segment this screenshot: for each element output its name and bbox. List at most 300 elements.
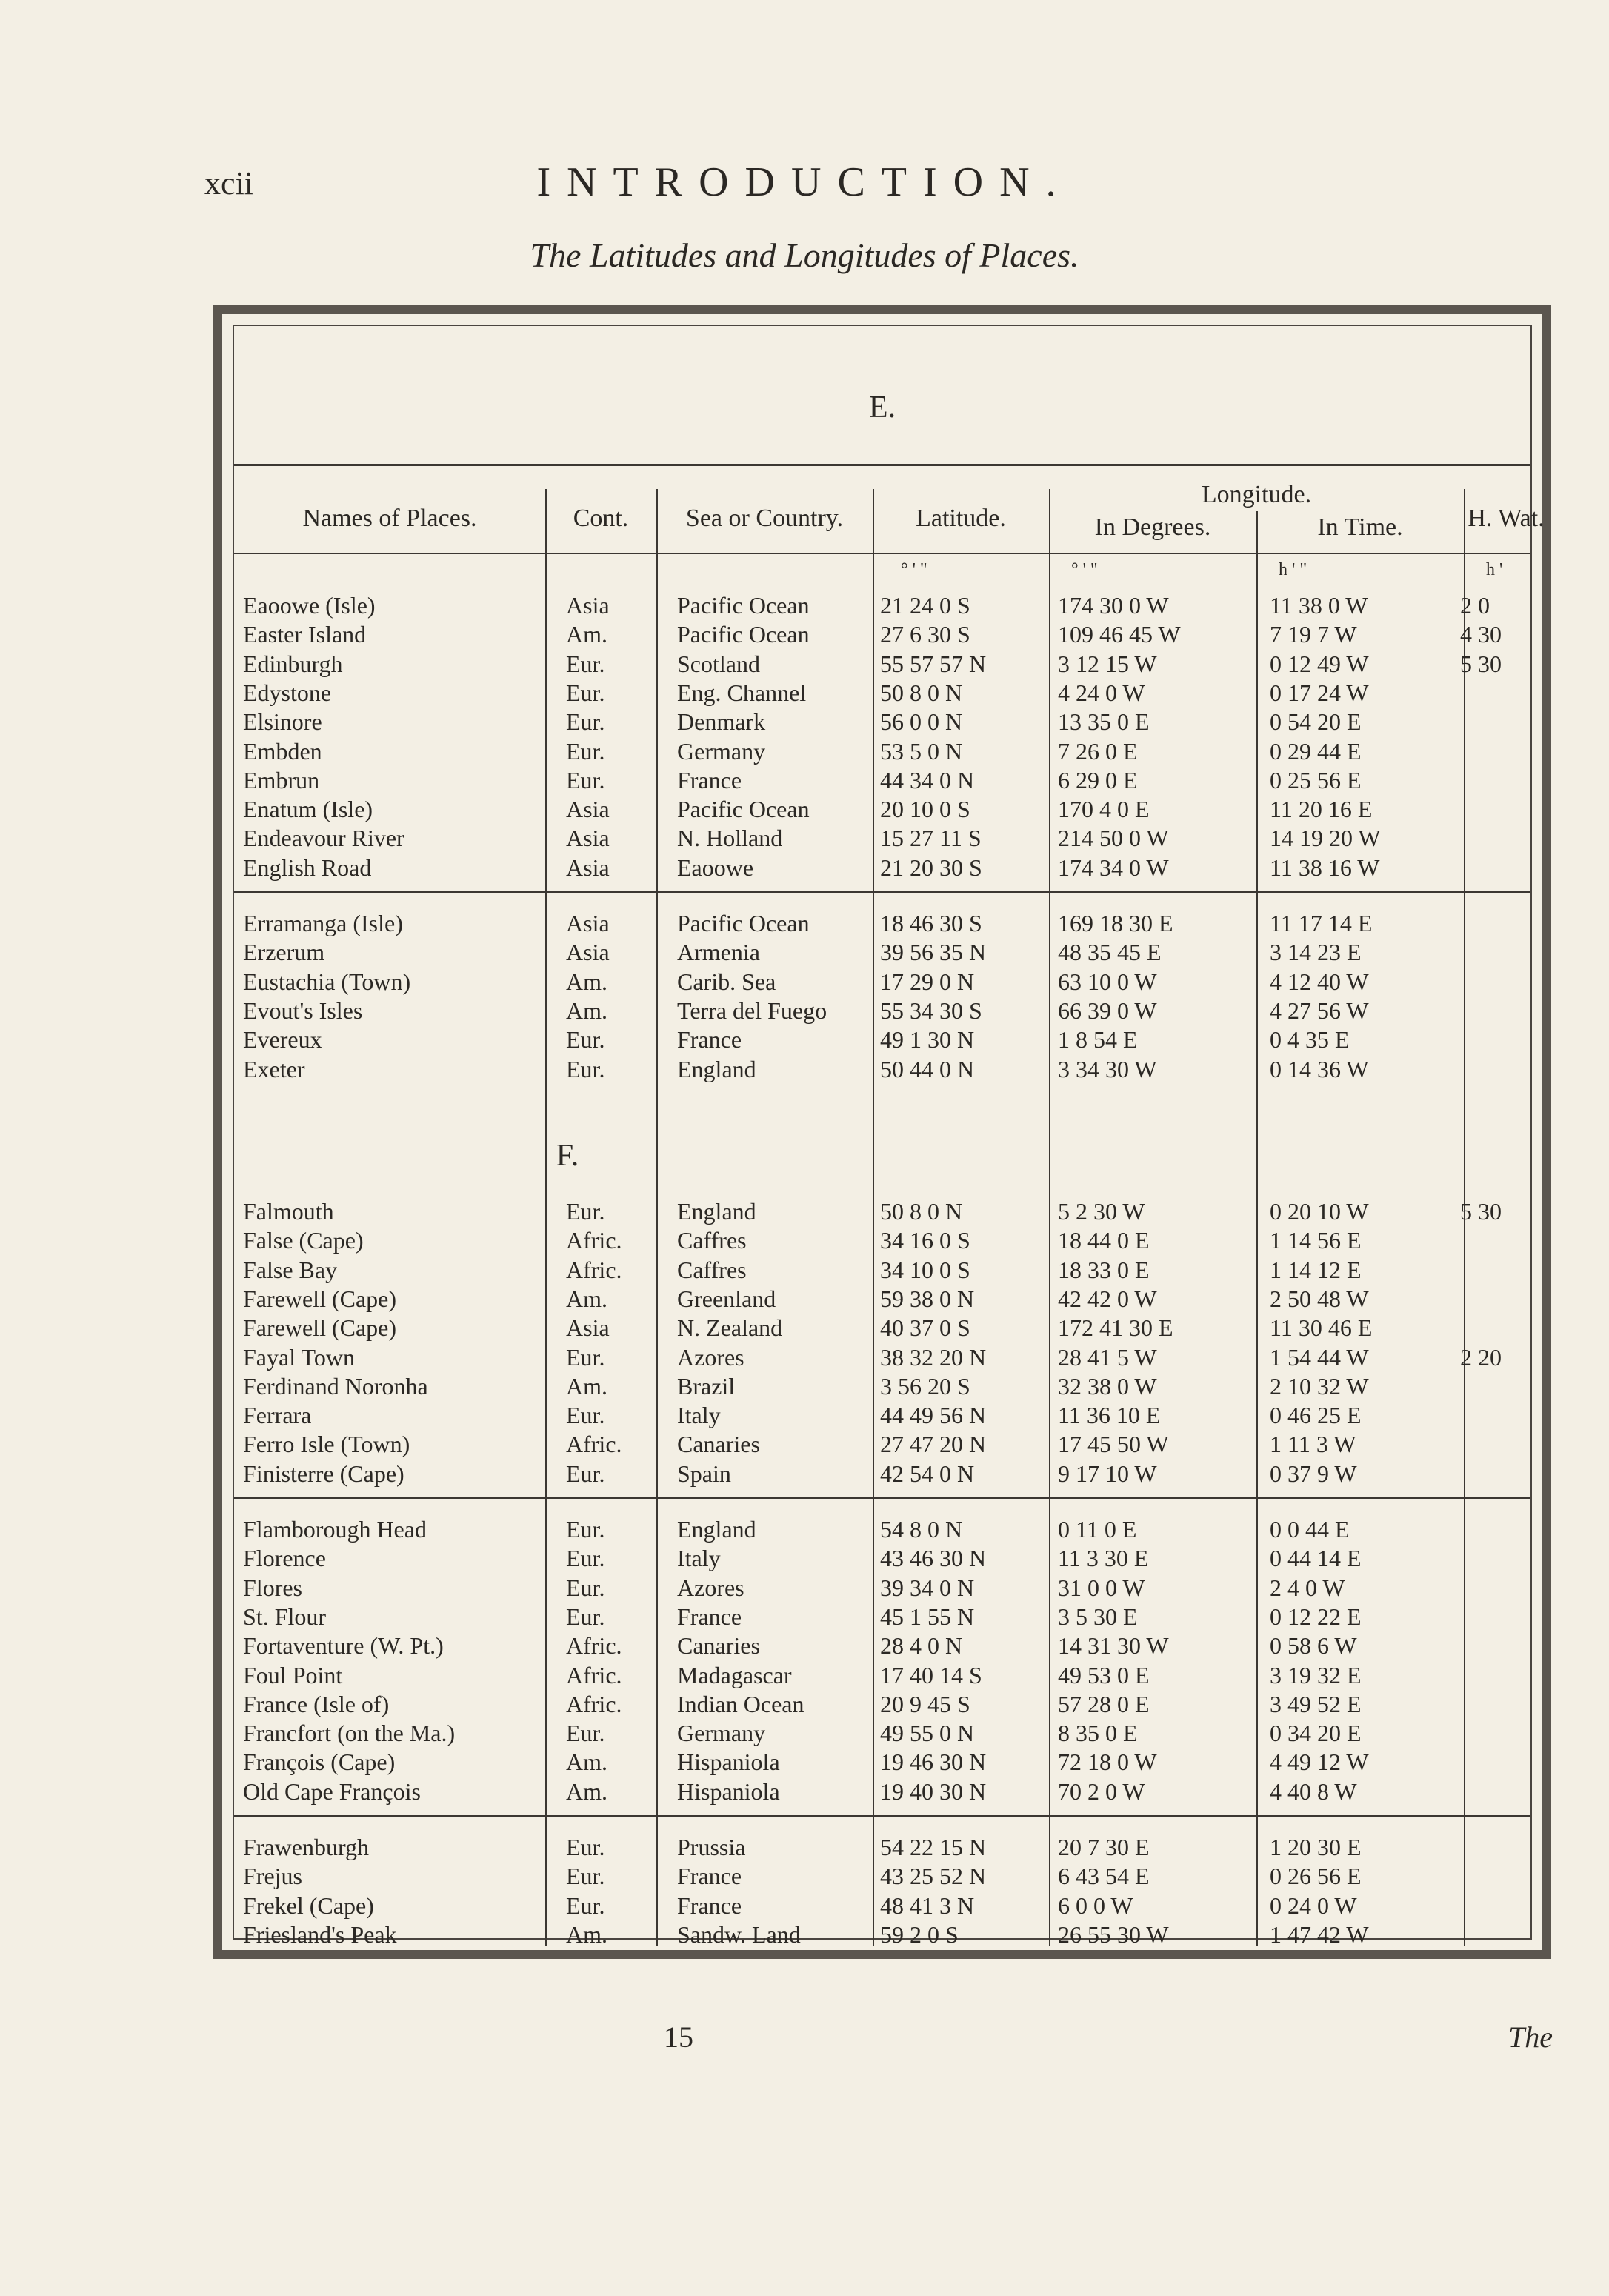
place-name: Fayal Town: [243, 1343, 355, 1371]
place-name: Frekel (Cape): [243, 1891, 374, 1919]
table-row: [234, 1777, 1530, 1806]
table-row: [234, 1256, 1530, 1285]
latitude: 54 8 0 N: [880, 1516, 963, 1543]
continent: Eur.: [566, 766, 605, 793]
place-name: Foul Point: [243, 1661, 343, 1688]
longitude-degrees: 17 45 50 W: [1058, 1431, 1169, 1458]
longitude-time: 0 44 14 E: [1270, 1545, 1362, 1572]
table-row: [234, 795, 1530, 824]
place-name: Embden: [243, 737, 322, 765]
table-row: [234, 1197, 1530, 1226]
longitude-time: 11 38 16 W: [1270, 853, 1380, 881]
longitude-degrees: 0 11 0 E: [1058, 1516, 1137, 1543]
units-time: h ' ": [1279, 560, 1307, 579]
latitude: 27 47 20 N: [880, 1431, 987, 1458]
running-title: INTRODUCTION.: [536, 159, 1073, 205]
place-name: Fortaventure (W. Pt.): [243, 1632, 444, 1660]
continent: Eur.: [566, 679, 605, 706]
table-row: [234, 1748, 1530, 1777]
sea-or-country: France: [677, 1026, 742, 1054]
longitude-degrees: 11 3 30 E: [1058, 1545, 1149, 1572]
table-row: [234, 1574, 1530, 1603]
latitude: 50 8 0 N: [880, 679, 963, 706]
continent: Eur.: [566, 1026, 605, 1054]
table-frame: [213, 305, 1551, 1959]
latitude: 15 27 11 S: [880, 825, 982, 852]
page-number: xcii: [204, 165, 253, 202]
continent: Am.: [566, 1372, 607, 1400]
longitude-time: 0 17 24 W: [1270, 679, 1369, 706]
place-name: Falmouth: [243, 1198, 334, 1225]
longitude-degrees: 57 28 0 E: [1058, 1690, 1150, 1717]
table-row: [234, 708, 1530, 736]
table-row: [234, 1343, 1530, 1372]
continent: Am.: [566, 996, 607, 1024]
latitude: 39 34 0 N: [880, 1574, 975, 1601]
place-name: Embrun: [243, 766, 320, 793]
group-divider: [234, 1497, 1530, 1499]
longitude-time: 0 24 0 W: [1270, 1891, 1357, 1919]
place-name: Eustachia (Town): [243, 968, 411, 995]
continent: Asia: [566, 796, 610, 823]
longitude-degrees: 109 46 45 W: [1058, 621, 1181, 648]
latitude: 38 32 20 N: [880, 1343, 987, 1371]
latitude: 45 1 55 N: [880, 1603, 975, 1630]
longitude-degrees: 72 18 0 W: [1058, 1748, 1157, 1776]
continent: Asia: [566, 910, 610, 936]
table-row: [234, 1430, 1530, 1459]
longitude-time: 0 4 35 E: [1270, 1026, 1350, 1054]
place-name: Endeavour River: [243, 825, 404, 852]
latitude: 49 1 30 N: [880, 1026, 975, 1054]
table-row: [234, 737, 1530, 766]
section-letter-f: F.: [556, 1139, 579, 1173]
continent: Eur.: [566, 1603, 605, 1630]
place-name: Easter Island: [243, 621, 367, 648]
place-name: Finisterre (Cape): [243, 1460, 404, 1487]
longitude-time: 0 54 20 E: [1270, 708, 1362, 736]
table-row: [234, 679, 1530, 708]
longitude-time: 3 49 52 E: [1270, 1690, 1362, 1717]
longitude-time: 1 54 44 W: [1270, 1343, 1369, 1371]
table-row: [234, 909, 1530, 938]
table-row: [234, 620, 1530, 649]
longitude-time: 2 4 0 W: [1270, 1574, 1345, 1601]
header-top-rule: [234, 464, 1530, 466]
latitude: 43 46 30 N: [880, 1545, 987, 1572]
sea-or-country: France: [677, 1891, 742, 1919]
longitude-time: 0 46 25 E: [1270, 1402, 1362, 1429]
latitude: 59 38 0 N: [880, 1285, 975, 1312]
place-name: Evout's Isles: [243, 996, 363, 1024]
sea-or-country: England: [677, 1198, 756, 1225]
place-name: Ferrara: [243, 1402, 312, 1429]
place-name: Eaoowe (Isle): [243, 592, 376, 619]
table-row: [234, 1372, 1530, 1401]
longitude-degrees: 18 33 0 E: [1058, 1256, 1150, 1283]
table-row: [234, 1862, 1530, 1891]
sea-or-country: Spain: [677, 1460, 731, 1487]
table-row: [234, 1544, 1530, 1573]
latitude: 28 4 0 N: [880, 1632, 963, 1660]
continent: Eur.: [566, 1720, 605, 1747]
col-header-longitude: Longitude.: [1201, 481, 1312, 508]
latitude: 17 40 14 S: [880, 1661, 982, 1688]
place-name: Ferro Isle (Town): [243, 1431, 410, 1458]
table-row: [234, 1226, 1530, 1255]
longitude-time: 14 19 20 W: [1270, 825, 1381, 852]
longitude-time: 11 38 0 W: [1270, 592, 1368, 619]
longitude-degrees: 1 8 54 E: [1058, 1026, 1138, 1054]
longitude-time: 0 29 44 E: [1270, 737, 1362, 765]
sea-or-country: Prussia: [677, 1834, 746, 1860]
longitude-degrees: 172 41 30 E: [1058, 1314, 1173, 1342]
longitude-time: 2 50 48 W: [1270, 1285, 1369, 1312]
longitude-degrees: 42 42 0 W: [1058, 1285, 1157, 1312]
longitude-time: 0 0 44 E: [1270, 1516, 1350, 1543]
latitude: 59 2 0 S: [880, 1920, 959, 1948]
table-row: [234, 1460, 1530, 1488]
longitude-degrees: 28 41 5 W: [1058, 1343, 1157, 1371]
longitude-degrees: 5 2 30 W: [1058, 1198, 1145, 1225]
high-water: 2 0: [1460, 592, 1490, 619]
longitude-degrees: 214 50 0 W: [1058, 825, 1169, 852]
longitude-degrees: 70 2 0 W: [1058, 1777, 1145, 1805]
longitude-time: 0 25 56 E: [1270, 766, 1362, 793]
longitude-degrees: 170 4 0 E: [1058, 796, 1150, 823]
sea-or-country: England: [677, 1516, 756, 1543]
longitude-time: 4 27 56 W: [1270, 996, 1369, 1024]
sea-or-country: Madagascar: [677, 1661, 792, 1688]
sea-or-country: Canaries: [677, 1632, 760, 1660]
longitude-degrees: 63 10 0 W: [1058, 968, 1157, 995]
place-name: Old Cape François: [243, 1777, 421, 1805]
continent: Asia: [566, 825, 610, 852]
table-row: [234, 853, 1530, 882]
continent: Eur.: [566, 650, 605, 677]
longitude-degrees: 32 38 0 W: [1058, 1372, 1157, 1400]
table-row: [234, 1920, 1530, 1949]
latitude: 48 41 3 N: [880, 1891, 975, 1919]
sea-or-country: France: [677, 766, 742, 793]
latitude: 40 37 0 S: [880, 1314, 970, 1342]
longitude-degrees: 6 29 0 E: [1058, 766, 1138, 793]
longitude-degrees: 26 55 30 W: [1058, 1920, 1169, 1948]
latitude: 43 25 52 N: [880, 1863, 987, 1890]
place-name: Frawenburgh: [243, 1834, 370, 1860]
longitude-degrees: 18 44 0 E: [1058, 1227, 1150, 1254]
sea-or-country: Azores: [677, 1574, 744, 1601]
group-divider: [234, 1815, 1530, 1817]
section-letter-e: E.: [868, 390, 896, 425]
table-row: [234, 1631, 1530, 1660]
longitude-degrees: 6 0 0 W: [1058, 1891, 1133, 1919]
longitude-time: 0 20 10 W: [1270, 1198, 1369, 1225]
longitude-time: 1 14 12 E: [1270, 1256, 1362, 1283]
coordinates-table: [233, 325, 1545, 1948]
longitude-time: 0 37 9 W: [1270, 1460, 1357, 1487]
longitude-time: 4 49 12 W: [1270, 1748, 1369, 1776]
longitude-time: 1 11 3 W: [1270, 1431, 1356, 1458]
continent: Eur.: [566, 1402, 605, 1429]
table-row: [234, 591, 1530, 620]
longitude-time: 11 17 14 E: [1270, 910, 1373, 936]
table-row: [234, 1719, 1530, 1748]
latitude: 27 6 30 S: [880, 621, 970, 648]
table-row: [234, 1025, 1530, 1054]
latitude: 20 10 0 S: [880, 796, 970, 823]
latitude: 39 56 35 N: [880, 939, 987, 966]
longitude-degrees: 6 43 54 E: [1058, 1863, 1150, 1890]
place-name: Flamborough Head: [243, 1516, 427, 1543]
longitude-time: 4 12 40 W: [1270, 968, 1369, 995]
units-high-water: h ': [1486, 560, 1503, 579]
continent: Asia: [566, 1314, 610, 1342]
continent: Afric.: [566, 1632, 622, 1660]
latitude: 34 16 0 S: [880, 1227, 970, 1254]
table-row: [234, 1661, 1530, 1690]
latitude: 19 40 30 N: [880, 1777, 987, 1805]
longitude-degrees: 7 26 0 E: [1058, 737, 1138, 765]
continent: Eur.: [566, 1545, 605, 1572]
continent: Am.: [566, 1285, 607, 1312]
place-name: Exeter: [243, 1055, 305, 1082]
continent: Asia: [566, 853, 610, 881]
latitude: 3 56 20 S: [880, 1372, 970, 1400]
table-row: [234, 824, 1530, 853]
sea-or-country: Terra del Fuego: [677, 996, 827, 1024]
continent: Eur.: [566, 1863, 605, 1890]
longitude-degrees: 48 35 45 E: [1058, 939, 1162, 966]
sea-or-country: Armenia: [677, 939, 760, 966]
sea-or-country: Italy: [677, 1402, 721, 1429]
latitude: 20 9 45 S: [880, 1690, 970, 1717]
place-name: Farewell (Cape): [243, 1314, 397, 1342]
header-bottom-rule: [234, 553, 1530, 554]
sea-or-country: Greenland: [677, 1285, 776, 1312]
col-header-high-water: H. Wat.: [1468, 505, 1545, 532]
col-header-name: Names of Places.: [302, 505, 477, 532]
longitude-time: 0 34 20 E: [1270, 1720, 1362, 1747]
col-header-degrees: In Degrees.: [1094, 513, 1211, 541]
table-row: [234, 996, 1530, 1025]
units-latitude: ° ' ": [901, 560, 927, 579]
continent: Afric.: [566, 1661, 622, 1688]
place-name: Frejus: [243, 1863, 302, 1890]
continent: Am.: [566, 621, 607, 648]
latitude: 21 24 0 S: [880, 592, 970, 619]
sea-or-country: Indian Ocean: [677, 1690, 804, 1717]
high-water: 5 30: [1460, 650, 1502, 677]
latitude: 44 49 56 N: [880, 1402, 987, 1429]
longitude-degrees: 169 18 30 E: [1058, 910, 1173, 936]
continent: Am.: [566, 968, 607, 995]
latitude: 17 29 0 N: [880, 968, 975, 995]
place-name: Florence: [243, 1545, 326, 1572]
table-row: [234, 938, 1530, 967]
continent: Eur.: [566, 1516, 605, 1543]
longitude-time: 0 12 22 E: [1270, 1603, 1362, 1630]
col-header-cont: Cont.: [573, 505, 629, 532]
place-name: Edinburgh: [243, 650, 343, 677]
longitude-time: 7 19 7 W: [1270, 621, 1357, 648]
longitude-time: 3 14 23 E: [1270, 939, 1362, 966]
continent: Afric.: [566, 1256, 622, 1283]
longitude-degrees: 8 35 0 E: [1058, 1720, 1138, 1747]
page-footer: [0, 2020, 1609, 2057]
latitude: 50 44 0 N: [880, 1055, 975, 1082]
table-row: [234, 1055, 1530, 1084]
sea-or-country: England: [677, 1055, 756, 1082]
sea-or-country: Pacific Ocean: [677, 592, 810, 619]
page-header: [0, 159, 1609, 209]
sea-or-country: N. Holland: [677, 825, 783, 852]
latitude: 21 20 30 S: [880, 853, 982, 881]
col-header-sea: Sea or Country.: [685, 505, 844, 532]
sea-or-country: Hispaniola: [677, 1777, 780, 1805]
longitude-time: 1 20 30 E: [1270, 1834, 1362, 1860]
longitude-time: 0 58 6 W: [1270, 1632, 1357, 1660]
table-row: [234, 1603, 1530, 1631]
high-water: 5 30: [1460, 1198, 1502, 1225]
sea-or-country: Sandw. Land: [677, 1920, 801, 1948]
longitude-time: 1 14 56 E: [1270, 1227, 1362, 1254]
place-name: False Bay: [243, 1256, 338, 1283]
place-name: Evereux: [243, 1026, 322, 1054]
continent: Afric.: [566, 1431, 622, 1458]
sea-or-country: Italy: [677, 1545, 721, 1572]
place-name: Erzerum: [243, 939, 325, 966]
latitude: 55 34 30 S: [880, 996, 982, 1024]
continent: Eur.: [566, 1343, 605, 1371]
longitude-time: 0 12 49 W: [1270, 650, 1369, 677]
longitude-degrees: 49 53 0 E: [1058, 1661, 1150, 1688]
catchword: The: [1508, 2020, 1553, 2054]
latitude: 18 46 30 S: [880, 910, 982, 936]
place-name: False (Cape): [243, 1227, 364, 1254]
longitude-degrees: 3 5 30 E: [1058, 1603, 1138, 1630]
longitude-time: 11 30 46 E: [1270, 1314, 1373, 1342]
longitude-degrees: 3 34 30 W: [1058, 1055, 1157, 1082]
longitude-degrees: 14 31 30 W: [1058, 1632, 1169, 1660]
place-name: Francfort (on the Ma.): [243, 1720, 456, 1747]
longitude-time: 0 14 36 W: [1270, 1055, 1369, 1082]
latitude: 50 8 0 N: [880, 1198, 963, 1225]
place-name: Ferdinand Noronha: [243, 1372, 428, 1400]
table-row: [234, 968, 1530, 996]
continent: Am.: [566, 1920, 607, 1948]
sea-or-country: Azores: [677, 1343, 744, 1371]
latitude: 44 34 0 N: [880, 766, 975, 793]
longitude-degrees: 66 39 0 W: [1058, 996, 1157, 1024]
latitude: 19 46 30 N: [880, 1748, 987, 1776]
continent: Am.: [566, 1748, 607, 1776]
group-divider: [234, 891, 1530, 893]
longitude-degrees: 11 36 10 E: [1058, 1402, 1161, 1429]
longitude-degrees: 174 30 0 W: [1058, 592, 1169, 619]
latitude: 42 54 0 N: [880, 1460, 975, 1487]
continent: Eur.: [566, 1198, 605, 1225]
table-row: [234, 1314, 1530, 1342]
continent: Eur.: [566, 708, 605, 736]
sea-or-country: France: [677, 1603, 742, 1630]
place-name: Erramanga (Isle): [243, 910, 403, 936]
col-header-time: In Time.: [1317, 513, 1403, 541]
place-name: English Road: [243, 853, 372, 881]
sea-or-country: Scotland: [677, 650, 760, 677]
sea-or-country: Carib. Sea: [677, 968, 776, 995]
latitude: 34 10 0 S: [880, 1256, 970, 1283]
place-name: St. Flour: [243, 1603, 327, 1630]
longitude-time: 0 26 56 E: [1270, 1863, 1362, 1890]
longitude-time: 11 20 16 E: [1270, 796, 1373, 823]
longitude-degrees: 13 35 0 E: [1058, 708, 1150, 736]
longitude-degrees: 9 17 10 W: [1058, 1460, 1157, 1487]
continent: Afric.: [566, 1690, 622, 1717]
place-name: Friesland's Peak: [243, 1920, 397, 1948]
continent: Afric.: [566, 1227, 622, 1254]
continent: Eur.: [566, 1891, 605, 1919]
longitude-degrees: 174 34 0 W: [1058, 853, 1169, 881]
longitude-degrees: 3 12 15 W: [1058, 650, 1157, 677]
place-name: Edystone: [243, 679, 332, 706]
place-name: François (Cape): [243, 1748, 396, 1776]
col-header-latitude: Latitude.: [916, 505, 1006, 532]
signature-mark: 15: [664, 2020, 693, 2054]
table-row: [234, 1690, 1530, 1719]
place-name: Flores: [243, 1574, 302, 1601]
sea-or-country: N. Zealand: [677, 1314, 783, 1342]
continent: Asia: [566, 939, 610, 966]
sea-or-country: Pacific Ocean: [677, 910, 810, 936]
continent: Eur.: [566, 737, 605, 765]
sea-or-country: France: [677, 1863, 742, 1890]
longitude-degrees: 20 7 30 E: [1058, 1834, 1150, 1860]
units-degrees: ° ' ": [1071, 560, 1098, 579]
continent: Eur.: [566, 1574, 605, 1601]
continent: Am.: [566, 1777, 607, 1805]
high-water: 4 30: [1460, 621, 1502, 648]
sea-or-country: Canaries: [677, 1431, 760, 1458]
table-row: [234, 1833, 1530, 1862]
continent: Eur.: [566, 1055, 605, 1082]
table-row: [234, 766, 1530, 795]
place-name: Elsinore: [243, 708, 322, 736]
longitude-degrees: 31 0 0 W: [1058, 1574, 1145, 1601]
sea-or-country: Germany: [677, 737, 766, 765]
table-row: [234, 1515, 1530, 1544]
sea-or-country: Pacific Ocean: [677, 796, 810, 823]
place-name: Farewell (Cape): [243, 1285, 397, 1312]
latitude: 53 5 0 N: [880, 737, 963, 765]
table-title: The Latitudes and Longitudes of Places.: [530, 236, 1079, 274]
place-name: France (Isle of): [243, 1690, 390, 1717]
place-name: Enatum (Isle): [243, 796, 373, 823]
sea-or-country: Denmark: [677, 708, 766, 736]
sea-or-country: Eng. Channel: [677, 679, 807, 706]
high-water: 2 20: [1460, 1343, 1502, 1371]
latitude: 49 55 0 N: [880, 1720, 975, 1747]
table-row: [234, 650, 1530, 679]
sea-or-country: Caffres: [677, 1227, 747, 1254]
longitude-time: 2 10 32 W: [1270, 1372, 1369, 1400]
longitude-time: 1 47 42 W: [1270, 1920, 1369, 1948]
sea-or-country: Brazil: [677, 1372, 736, 1400]
longitude-degrees: 4 24 0 W: [1058, 679, 1145, 706]
sea-or-country: Caffres: [677, 1256, 747, 1283]
sea-or-country: Germany: [677, 1720, 766, 1747]
latitude: 55 57 57 N: [880, 650, 987, 677]
